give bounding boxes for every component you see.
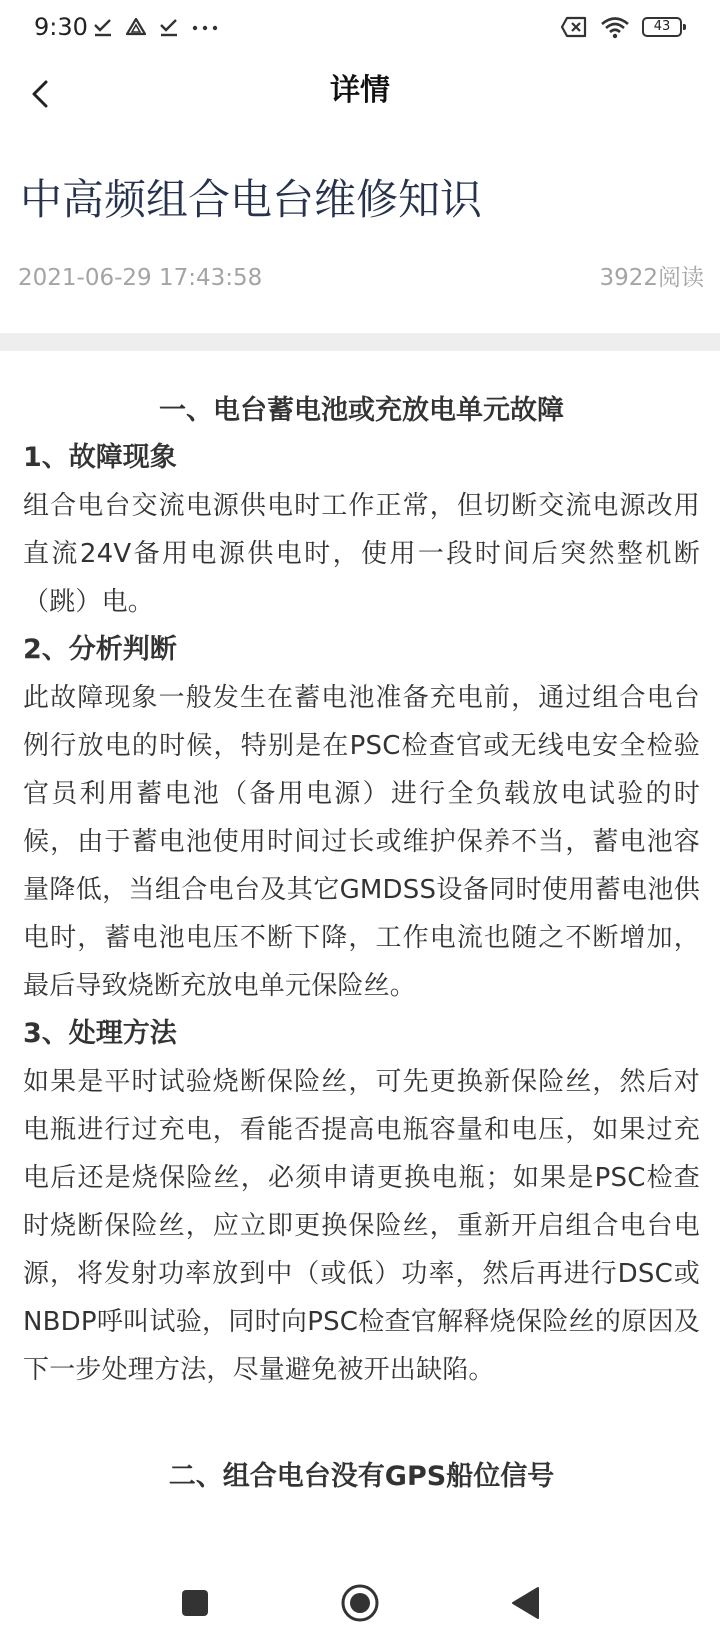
page-title: 详情 (330, 73, 390, 108)
section-heading-1: 一、电台蓄电池或充放电单元故障 (159, 395, 564, 426)
read-count: 3922阅读 (599, 265, 704, 291)
check-download-icon (92, 16, 114, 38)
home-button[interactable] (335, 1578, 385, 1628)
sub-heading-solution: 3、处理方法 (23, 1018, 177, 1049)
status-left-icons (92, 12, 230, 42)
status-bar (0, 0, 720, 54)
article-meta (18, 262, 704, 294)
section-divider (0, 333, 720, 351)
status-time: 9:30 (34, 13, 88, 41)
system-nav-bar (0, 1556, 720, 1650)
paragraph-analysis: 此故障现象一般发生在蓄电池准备充电前，通过组合电台例行放电的时候，特别是在PSC检查官或无线电安全检验官员利用蓄电池（备用电源）进行全负载放电试验的时候，由于蓄电池使用时间过长或维护保养不当，蓄电池容量降低，当组合电台及其它GMDSS设备同时使用蓄电池供电时，蓄电池电压不断下降，工作电流也随之不断增加，最后导致烧断充放电单元保险丝。 (23, 683, 700, 1001)
paragraph-spacer (23, 1394, 700, 1454)
recent-apps-button[interactable] (170, 1578, 220, 1628)
check-icon (158, 16, 180, 38)
recent-apps-icon (181, 1589, 209, 1617)
drive-icon (124, 16, 148, 38)
system-back-button[interactable] (500, 1578, 550, 1628)
chevron-left-icon (28, 78, 52, 110)
back-button[interactable] (18, 72, 62, 116)
article-body (23, 388, 700, 1500)
back-triangle-icon (510, 1586, 540, 1620)
battery-level: 43 (653, 19, 671, 34)
article-title: 中高频组合电台维修知识 (20, 175, 483, 224)
battery-icon (642, 17, 682, 37)
home-icon (340, 1583, 380, 1623)
section-heading-2: 二、组合电台没有GPS船位信号 (168, 1461, 555, 1492)
status-right-icons (548, 12, 682, 42)
paragraph-solution: 如果是平时试验烧断保险丝，可先更换新保险丝，然后对电瓶进行过充电，看能否提高电瓶容量和电压，如果过充电后还是烧保险丝，必须申请更换电瓶；如果是PSC检查时烧断保险丝，应立即更换保险丝，重新开启组合电台电源，将发射功率放到中（或低）功率，然后再进行DSC或NBDP呼叫试验，同时向PSC检查官解释烧保险丝的原因及下一步处理方法，尽量避免被开出缺陷。 (23, 1067, 700, 1385)
publish-date: 2021-06-29 17:43:58 (18, 265, 263, 291)
nav-bar (0, 54, 720, 134)
no-sim-icon (560, 16, 588, 38)
paragraph-symptom: 组合电台交流电源供电时工作正常，但切断交流电源改用直流24V备用电源供电时，使用一段时间后突然整机断（跳）电。 (23, 491, 700, 617)
sub-heading-analysis: 2、分析判断 (23, 634, 177, 665)
wifi-icon (600, 15, 630, 39)
more-dots-icon (190, 16, 220, 38)
sub-heading-symptom: 1、故障现象 (23, 442, 177, 473)
